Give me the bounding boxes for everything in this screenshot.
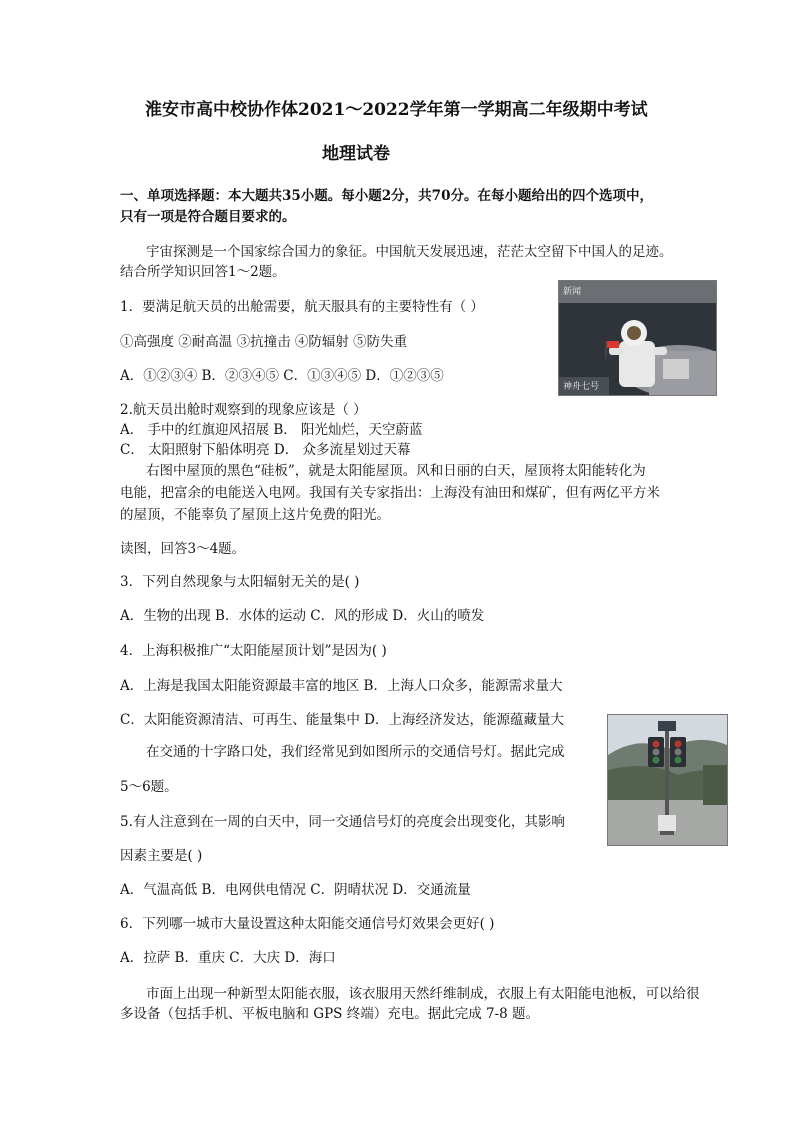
q6-options: A．拉萨 B．重庆 C．大庆 D．海口: [120, 950, 336, 966]
passage3-line1: 在交通的十字路口处，我们经常见到如图所示的交通信号灯。据此完成: [146, 744, 565, 760]
solar-traffic-light-illustration: [608, 715, 727, 845]
q2-options-line1: A． 手中的红旗迎风招展 B． 阳光灿烂，天空蔚蓝: [120, 422, 423, 438]
q2-options-line2: C． 太阳照射下船体明亮 D． 众多流星划过天幕: [120, 442, 411, 458]
section-heading-line2: 只有一项是符合题目要求的。: [120, 209, 296, 225]
q3-options: A．生物的出现 B．水体的运动 C．风的形成 D．火山的喷发: [120, 608, 485, 624]
section-heading-line1: 一、单项选择题：本大题共35小题。每小题2分，共70分。在每小题给出的四个选项中，: [120, 188, 653, 204]
q1-stem: 1．要满足航天员的出舱需要，航天服具有的主要特性有（ ）: [120, 299, 484, 315]
astronaut-caption-bottom: 神舟七号: [563, 382, 600, 392]
passage2-line4: 读图，回答3～4题。: [120, 541, 246, 557]
passage1-line2: 结合所学知识回答1～2题。: [120, 264, 286, 280]
page-subtitle: 地理试卷: [322, 144, 390, 164]
passage1-line1: 宇宙探测是一个国家综合国力的象征。中国航天发展迅速，茫茫太空留下中国人的足迹。: [146, 244, 673, 260]
astronaut-caption-top: 新闻: [563, 287, 582, 297]
q4-stem: 4．上海积极推广“太阳能屋顶计划”是因为( ): [120, 643, 387, 659]
q4-options-ab: A．上海是我国太阳能资源最丰富的地区 B．上海人口众多，能源需求量大: [120, 678, 563, 694]
passage2-line2: 电能，把富余的电能送入电网。我国有关专家指出：上海没有油田和煤矿，但有两亿平方米: [120, 485, 660, 501]
q2-stem: 2.航天员出舱时观察到的现象应该是（ ）: [120, 402, 367, 418]
q5-stem-line2: 因素主要是( ): [120, 848, 203, 864]
q1-options: A．①②③④ B．②③④⑤ C．①③④⑤ D．①②③⑤: [120, 368, 444, 384]
astronaut-spacewalk-image: [558, 280, 717, 396]
q6-stem: 6．下列哪一城市大量设置这种太阳能交通信号灯效果会更好( ): [120, 916, 495, 932]
passage2-line3: 的屋顶，不能辜负了屋顶上这片免费的阳光。: [120, 507, 390, 523]
q3-stem: 3．下列自然现象与太阳辐射无关的是( ): [120, 574, 360, 590]
passage2-line1: 右图中屋顶的黑色“硅板”，就是太阳能屋顶。风和日丽的白天，屋顶将太阳能转化为: [146, 463, 646, 479]
q5-options: A．气温高低 B．电网供电情况 C．阴晴状况 D．交通流量: [120, 882, 471, 898]
traffic-light-image: [607, 714, 728, 846]
passage3-line2: 5～6题。: [120, 779, 178, 795]
page-title: 淮安市高中校协作体2021～2022学年第一学期高二年级期中考试: [145, 100, 648, 120]
q4-options-cd: C．太阳能资源清洁、可再生、能量集中 D．上海经济发达，能源蕴藏量大: [120, 712, 564, 728]
astronaut-illustration: [559, 281, 716, 395]
q5-stem-line1: 5.有人注意到在一周的白天中，同一交通信号灯的亮度会出现变化，其影响: [120, 814, 565, 830]
q1-items: ①高强度 ②耐高温 ③抗撞击 ④防辐射 ⑤防失重: [120, 334, 408, 350]
passage4-line1: 市面上出现一种新型太阳能衣服，该衣服用天然纤维制成，衣服上有太阳能电池板，可以给很: [146, 986, 700, 1002]
passage4-line2: 多设备（包括手机、平板电脑和 GPS 终端）充电。据此完成 7-8 题。: [120, 1006, 540, 1022]
